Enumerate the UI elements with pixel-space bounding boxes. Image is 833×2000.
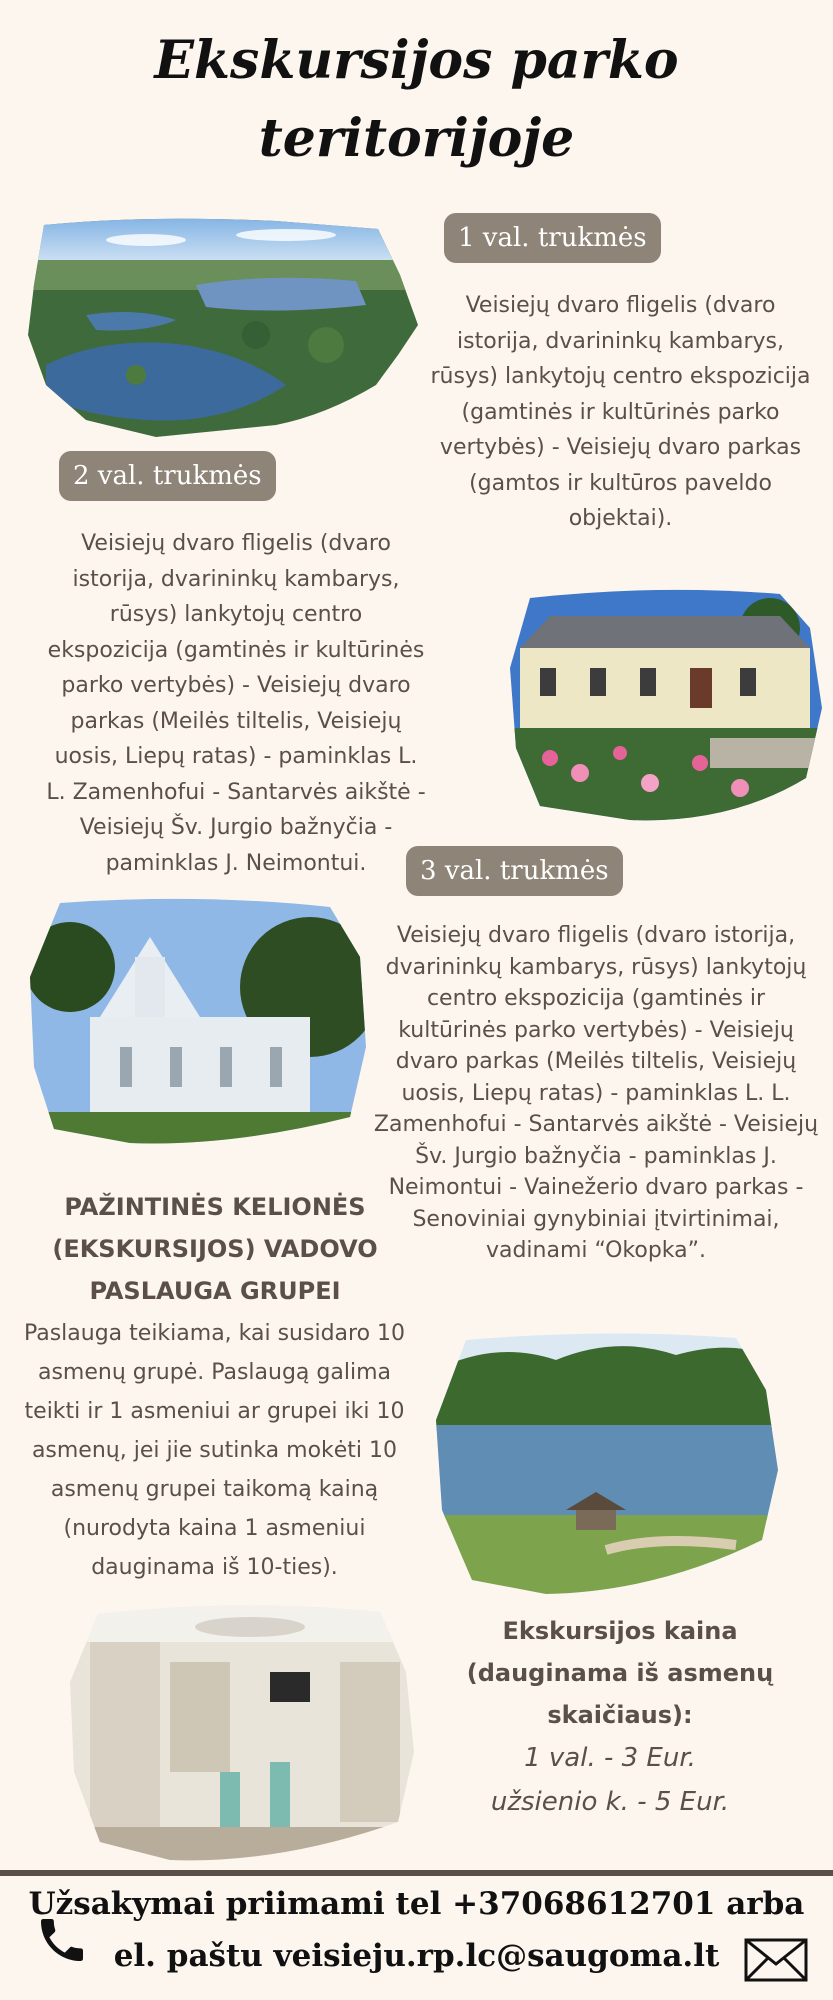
text-line: vadinami “Okopka”. (485, 1238, 707, 1263)
price-heading (430, 1610, 810, 1736)
text-line: (nurodyta kaina 1 asmeniui (63, 1516, 366, 1541)
tour-2-description (20, 526, 452, 881)
lake-gazebo-photo (436, 1330, 778, 1598)
text-line: rūsys) lankytojų centro ekspozicija (430, 364, 811, 389)
text-line: asmenų grupei taikomą kainą (50, 1477, 379, 1502)
text-line: Veisiejų dvaro fligelis (dvaro istorija, (396, 923, 796, 948)
text-line: istorija, dvarininkų kambarys, (72, 566, 400, 592)
text-line: uosis, Liepų ratas) - paminklas L. (54, 744, 418, 769)
guide-service-description (12, 1314, 417, 1587)
text-line: paminklas J. Neimontui. (105, 850, 367, 876)
guide-service-heading (20, 1186, 410, 1312)
contact-line-2: el. paštu veisieju.rp.lc@saugoma.lt (113, 1938, 720, 1974)
text-line: Neimontui - Vainežerio dvaro parkas - (388, 1175, 804, 1200)
text-line: Senoviniai gynybiniai įtvirtinimai, (412, 1206, 780, 1232)
heading-line: PAŽINTINĖS KELIONĖS (64, 1193, 366, 1221)
aerial-lakes-photo (26, 215, 418, 440)
tour-2-duration-badge: 2 val. trukmės (59, 451, 276, 501)
text-line: parko vertybės) - Veisiejų dvaro (61, 673, 411, 698)
text-line: Veisiejų dvaro fligelis (dvaro (81, 531, 391, 556)
text-line: teikti ir 1 asmeniui ar grupei iki 10 (24, 1399, 405, 1424)
text-line: (gamtos ir kultūros paveldo (469, 470, 772, 496)
heading-line: skaičiaus): (547, 1701, 693, 1729)
envelope-icon (744, 1938, 808, 1982)
text-line: ekspozicija (gamtinės ir kultūrinės (47, 637, 425, 663)
church-photo (30, 897, 366, 1147)
price-list (430, 1736, 790, 1824)
tour-1-duration-badge: 1 val. trukmės (444, 213, 661, 263)
heading-line: (EKSKURSIJOS) VADOVO (52, 1235, 378, 1263)
heading-line: (dauginama iš asmenų (466, 1659, 774, 1687)
phone-icon (34, 1912, 90, 1968)
text-line: (gamtinės ir kultūrinės parko (461, 399, 780, 425)
text-line: dvarininkų kambarys, rūsys) lankytojų (385, 954, 807, 980)
text-line: asmenų grupė. Paslaugą galima (37, 1360, 391, 1385)
tour-1-description (418, 288, 823, 537)
text-line: L. Zamenhofui - Santarvės aikštė - (46, 779, 426, 805)
price-line-2: užsienio k. - 5 Eur. (490, 1787, 730, 1817)
text-line: dauginama iš 10-ties). (91, 1555, 338, 1580)
manor-house-photo (510, 588, 822, 828)
text-line: parkas (Meilės tiltelis, Veisiejų (70, 708, 402, 734)
text-line: centro ekspozicija (gamtinės ir (426, 986, 766, 1011)
price-line-1: 1 val. - 3 Eur. (524, 1743, 696, 1773)
contact-line-1: Užsakymai priimami tel +37068612701 arba (28, 1886, 805, 1922)
text-line: kultūrinės parko vertybės) - Veisiejų (398, 1017, 794, 1043)
heading-line: PASLAUGA GRUPEI (89, 1277, 341, 1305)
text-line: objektai). (568, 506, 673, 531)
tour-3-duration-badge: 3 val. trukmės (406, 846, 623, 896)
text-line: Zamenhofui - Santarvės aikštė - Veisiejų (373, 1112, 819, 1137)
text-line: vertybės) - Veisiejų dvaro parkas (439, 435, 802, 460)
page-title (0, 22, 833, 178)
text-line: Šv. Jurgio bažnyčia - paminklas J. (415, 1143, 777, 1169)
exhibition-interior-photo (70, 1602, 414, 1864)
text-line: Veisiejų Šv. Jurgio bažnyčia - (79, 815, 393, 840)
text-line: asmenų, jei jie sutinka mokėti 10 (31, 1438, 398, 1463)
text-line: istorija, dvarininkų kambarys, (457, 328, 784, 354)
footer-divider (0, 1870, 833, 1876)
tour-3-description (366, 920, 826, 1267)
text-line: Paslauga teikiama, kai susidaro 10 (23, 1321, 406, 1346)
text-line: dvaro parkas (Meilės tiltelis, Veisiejų (395, 1049, 797, 1074)
text-line: uosis, Liepų ratas) - paminklas L. L. (401, 1080, 791, 1106)
heading-line: Ekskursijos kaina (502, 1617, 738, 1645)
text-line: Veisiejų dvaro fligelis (dvaro (465, 293, 776, 318)
title-line-1: Ekskursijos parko (154, 30, 679, 91)
text-line: rūsys) lankytojų centro (109, 602, 363, 627)
title-line-2: teritorijoje (258, 108, 575, 169)
